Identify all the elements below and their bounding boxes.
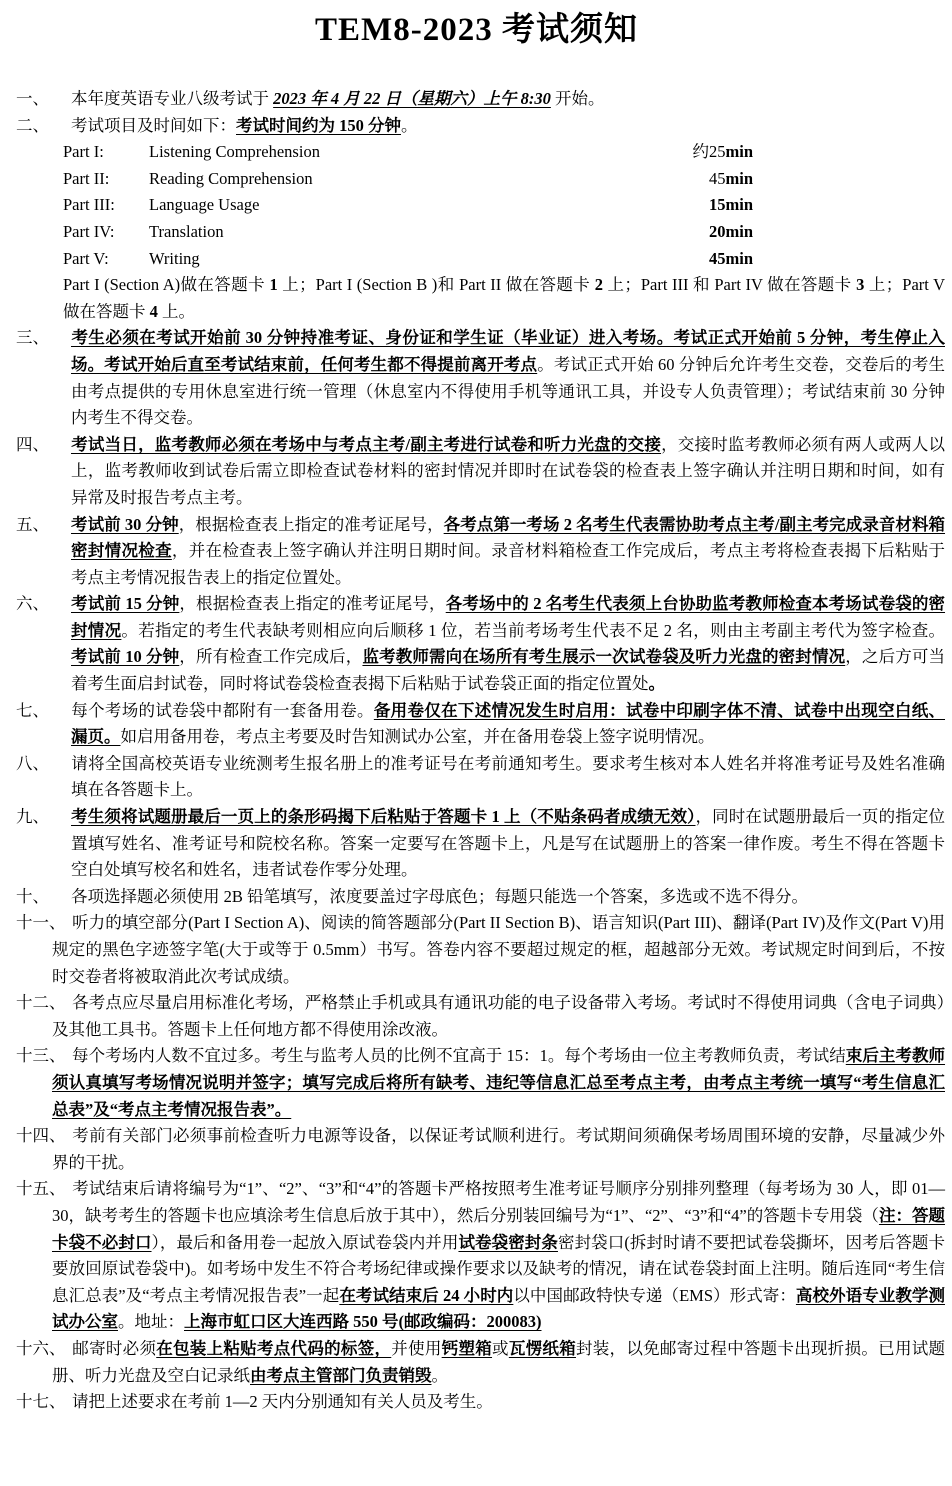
notice-item-14 bbox=[8, 1123, 945, 1176]
item-number: 十二、 bbox=[16, 993, 66, 1013]
text-segment: 各考点应尽量启用标准化考场，严格禁止手机或具有通讯功能的电子设备带入考场。考试时不得使用词典（含电子词典）及其他工具书。答题卡上任何地方都不得使用涂改液。 bbox=[52, 993, 945, 1039]
text-segment: 或 bbox=[492, 1338, 509, 1358]
text-segment: 在考试结束后 24 小时内 bbox=[339, 1285, 514, 1305]
item-number: 十六、 bbox=[16, 1338, 66, 1358]
text-segment: ，根据检查表上指定的准考证尾号， bbox=[179, 594, 446, 614]
item-number: 五、 bbox=[16, 514, 49, 534]
item-number: 三、 bbox=[16, 328, 49, 348]
text-segment: 4 bbox=[149, 301, 158, 321]
text-segment: 考试项目及时间如下： bbox=[71, 115, 236, 135]
exam-schedule bbox=[8, 139, 945, 325]
answer-sheet-assignment-note bbox=[63, 272, 945, 325]
item-number: 十五、 bbox=[16, 1179, 66, 1199]
text-segment: 听力的填空部分(Part I Section A)、阅读的简答题部分(Part II Section B)、语言知识(Part III)、翻译(Part IV)及作文(Part V)用规定的黑色字迹签字笔(大于或等于 0.5mm）书写。答卷内容不要超过规定的框，超越部分无效。考试规定时间到后，不按时交卷者将被取消此次考试成绩。 bbox=[52, 913, 945, 986]
text-segment: 由考点主管部门负责销毁 bbox=[250, 1365, 432, 1385]
schedule-part-label: Part III: bbox=[63, 195, 115, 215]
notice-item-3 bbox=[8, 325, 945, 431]
notice-item-15 bbox=[8, 1176, 945, 1336]
text-segment: 考试前 15 分钟 bbox=[71, 594, 180, 614]
text-segment: 上海市虹口区大连西路 550 号(邮政编码：200083) bbox=[184, 1312, 542, 1332]
schedule-part-name: Listening Comprehension bbox=[149, 142, 320, 162]
text-segment: 备用卷仅在下述情况发生时启用：试卷中印刷字体不清、试卷中出现空白纸、漏页。 bbox=[71, 700, 946, 747]
item-number: 九、 bbox=[16, 807, 49, 827]
schedule-part-label: Part I: bbox=[63, 142, 104, 162]
text-segment: ），最后和备用卷一起放入原试卷袋内并用 bbox=[151, 1232, 459, 1252]
text-segment: 上。 bbox=[157, 301, 195, 321]
text-segment: 钙塑箱 bbox=[441, 1338, 493, 1358]
text-segment: 2 bbox=[594, 275, 603, 295]
text-segment: 考前有关部门必须事前检查听力电源等设备，以保证考试顺利进行。考试期间须确保考场周围环境的安静，尽量减少外界的干扰。 bbox=[52, 1126, 945, 1172]
text-segment: 45min bbox=[708, 248, 753, 268]
text-segment: ，所有检查工作完成后， bbox=[179, 647, 363, 667]
schedule-row bbox=[63, 139, 945, 166]
text-segment: 在包装上粘贴考点代码的标签， bbox=[156, 1338, 392, 1358]
text-segment: 。 bbox=[431, 1365, 448, 1385]
schedule-part-name: Translation bbox=[149, 221, 224, 241]
text-segment: 各项选择题必须使用 2B 铅笔填写，浓度要盖过字母底色；每题只能选一个答案，多选或不选不得分。 bbox=[71, 886, 809, 906]
item-number: 二、 bbox=[16, 115, 49, 135]
text-segment: 考试前 30 分钟 bbox=[71, 514, 179, 534]
text-segment: 各考场中的 2 名考生代表须上台协助监考教师检查本考场试卷袋的密封情况 bbox=[71, 594, 946, 640]
text-segment: 瓦愣纸箱 bbox=[508, 1338, 576, 1358]
text-segment: 开始。 bbox=[550, 89, 605, 108]
item-number: 八、 bbox=[16, 753, 49, 773]
notice-item-6 bbox=[8, 591, 945, 697]
text-segment: min bbox=[725, 168, 753, 188]
notice-item-8 bbox=[8, 751, 945, 804]
text-segment: 上；Part I (Section B )和 Part II 做在答题卡 bbox=[277, 275, 595, 295]
text-segment: 请把上述要求在考前 1—2 天内分别通知有关人员及考生。 bbox=[72, 1392, 493, 1412]
text-segment: 2023 年 4 月 22 日（星期六）上午 8:30 bbox=[273, 89, 551, 108]
text-segment: 3 bbox=[856, 275, 865, 295]
text-segment: 密封袋口(拆封时请不要把试卷袋撕坏，因考后答题卡要放回原试卷袋中)。如考场中发生不符合考场纪律或操作要求以及缺考的情况，请在试卷袋封面上注明。随后连同“考生信息汇总表”及“考点主考情况报告表”一起 bbox=[52, 1232, 946, 1305]
text-segment: 25 bbox=[708, 142, 726, 162]
document-title: TEM8-2023 考试须知 bbox=[315, 12, 638, 48]
schedule-row bbox=[63, 219, 945, 246]
notice-item-1 bbox=[8, 86, 945, 113]
text-segment: 本年度英语专业八级考试于 bbox=[71, 89, 274, 108]
schedule-part-label: Part IV: bbox=[63, 221, 115, 241]
text-segment: 。 bbox=[401, 115, 418, 135]
schedule-part-name: Reading Comprehension bbox=[149, 168, 313, 188]
text-segment: 每个考场内人数不宜过多。考生与监考人员的比例不宜高于 15：1。每个考场由一位主考教师负责，考试结 bbox=[72, 1046, 846, 1066]
notice-item-16 bbox=[8, 1336, 945, 1389]
text-segment: ，交接时监考教师必须有两人或两人以上，监考教师收到试卷后需立即检查试卷材料的密封情况并即时在试卷袋的检查表上签字确认并注明日期和时间，如有异常及时报告考点主考。 bbox=[71, 434, 946, 507]
notice-item-2 bbox=[8, 113, 945, 140]
text-segment: 上；Part III 和 Part IV 做在答题卡 bbox=[602, 275, 857, 295]
text-segment: 15min bbox=[708, 195, 753, 215]
text-segment: 考生须将试题册最后一页上的条形码揭下后粘贴于答题卡 1 上（不贴条码者成绩无效） bbox=[71, 807, 696, 827]
text-segment: ，之后方可当着考生面启封试卷，同时将试卷袋检查表揭下后粘贴于试卷袋正面的指定位置处 bbox=[71, 647, 946, 694]
item-number: 七、 bbox=[16, 700, 49, 720]
notice-item-4 bbox=[8, 432, 945, 512]
text-segment: 1 bbox=[269, 275, 278, 295]
schedule-duration bbox=[503, 219, 753, 246]
text-segment: 考试结束后请将编号为“1”、“2”、“3”和“4”的答题卡严格按照考生准考证号顺序分别排列整理（每考场为 30 人，即 01—30，缺考考生的答题卡也应填涂考生信息后放于其中），然后分别装回编号为“1”、“2”、“3”和“4”的答题卡专用袋（ bbox=[52, 1179, 945, 1225]
schedule-duration bbox=[503, 246, 753, 273]
text-segment: ，根据检查表上指定的准考证尾号， bbox=[178, 514, 444, 534]
notice-item-5 bbox=[8, 512, 945, 592]
text-segment: 45 bbox=[708, 168, 726, 188]
notice-item-13 bbox=[8, 1043, 945, 1123]
text-segment: 考试当日，监考教师必须在考场中与考点主考/副主考进行试卷和听力光盘的交接 bbox=[71, 434, 662, 454]
items-list bbox=[8, 86, 945, 1416]
text-segment: 每个考场的试卷袋中都附有一套备用卷。 bbox=[71, 700, 374, 720]
text-segment: 如启用备用卷，考点主考要及时告知测试办公室，并在备用卷袋上签字说明情况。 bbox=[120, 727, 715, 747]
item-number: 四、 bbox=[16, 434, 49, 454]
text-segment: 监考教师需向在场所有考生展示一次试卷袋及听力光盘的密封情况 bbox=[362, 647, 846, 667]
notice-item-12 bbox=[8, 990, 945, 1043]
text-segment: 。考试正式开始 60 分钟后允许考生交卷，交卷后的考生由考点提供的专用休息室进行统一管理（休息室内不得使用手机等通讯工具，并设专人负责管理）；考试结束前 30 分钟内考生不得交卷。 bbox=[71, 354, 946, 428]
text-segment: 束后主考教师须认真填写考场情况说明并签字；填写完成后将所有缺考、违纪等信息汇总至考点主考，由考点主考统一填写“考生信息汇总表”及“考点主考情况报告表”。 bbox=[52, 1046, 946, 1119]
text-segment: 并使用 bbox=[391, 1338, 442, 1358]
text-segment: 封装，以免邮寄过程中答题卡出现折损。已用试题册、听力光盘及空白记录纸 bbox=[52, 1338, 946, 1385]
text-segment: Part I (Section A)做在答题卡 bbox=[63, 275, 270, 295]
text-segment: 。地址： bbox=[118, 1312, 184, 1332]
text-segment: ，同时在试题册最后一页的指定位置填写姓名、准考证号和院校名称。答案一定要写在答题卡上，凡是写在试题册上的答案一律作废。考生不得在答题卡空白处填写校名和姓名，违者试卷作零分处理。 bbox=[71, 807, 946, 880]
text-segment: 。 bbox=[648, 674, 665, 694]
notice-item-7 bbox=[8, 698, 945, 751]
item-number: 十七、 bbox=[16, 1392, 66, 1412]
schedule-part-name: Language Usage bbox=[149, 195, 260, 215]
notice-item-17 bbox=[8, 1389, 945, 1416]
schedule-row bbox=[63, 166, 945, 193]
schedule-row bbox=[63, 192, 945, 219]
schedule-part-label: Part V: bbox=[63, 248, 109, 268]
schedule-duration bbox=[503, 166, 753, 193]
text-segment: 邮寄时必须 bbox=[72, 1338, 157, 1358]
text-segment: 20min bbox=[708, 221, 753, 241]
notice-item-10 bbox=[8, 884, 945, 911]
schedule-duration bbox=[503, 139, 753, 166]
notice-item-11 bbox=[8, 910, 945, 990]
text-segment: 上；Part V 做在答题卡 bbox=[63, 275, 945, 321]
item-number: 十四、 bbox=[16, 1126, 66, 1146]
item-number: 六、 bbox=[16, 594, 49, 614]
text-segment: 以中国邮政特快专递（EMS）形式寄： bbox=[513, 1285, 796, 1305]
text-segment: 各考点第一考场 2 名考生代表需协助考点主考/副主考完成录音材料箱密封情况检查 bbox=[71, 514, 946, 561]
schedule-part-label: Part II: bbox=[63, 168, 110, 188]
text-segment: 。若指定的考生代表缺考则相应向后顺移 1 位，若当前考场考生代表不足 2 名，则由主考副主考代为签字检查。 bbox=[121, 620, 946, 640]
text-segment: 考生必须在考试开始前 30 分钟持准考证、身份证和学生证（毕业证）进入考场。考试正式开始前 5 分钟，考生停止入场。考试开始后直至考试结束前，任何考生都不得提前离开考点 bbox=[71, 328, 945, 374]
text-segment: 试卷袋密封条 bbox=[458, 1232, 558, 1252]
schedule-part-name: Writing bbox=[149, 248, 200, 268]
text-segment: 高校外语专业教学测试办公室 bbox=[52, 1285, 945, 1332]
item-number: 十三、 bbox=[16, 1046, 66, 1066]
item-number: 十一、 bbox=[16, 913, 66, 933]
notice-item-9 bbox=[8, 804, 945, 884]
text-segment: 考试前 10 分钟 bbox=[71, 647, 180, 667]
text-segment: min bbox=[725, 142, 753, 162]
item-number: 一、 bbox=[16, 89, 49, 108]
item-number: 十、 bbox=[16, 886, 49, 906]
text-segment: 约 bbox=[692, 142, 709, 162]
schedule-duration bbox=[503, 192, 753, 219]
text-segment: 注：答题卡袋不必封口 bbox=[52, 1205, 946, 1252]
text-segment: ，并在检查表上签字确认并注明日期时间。录音材料箱检查工作完成后，考点主考将检查表揭下后粘贴于考点主考情况报告表上的指定位置处。 bbox=[71, 541, 946, 587]
text-segment: 考试时间约为 150 分钟 bbox=[236, 115, 401, 135]
schedule-row bbox=[63, 246, 945, 273]
text-segment: 请将全国高校英语专业统测考生报名册上的准考证号在考前通知考生。要求考生核对本人姓名并将准考证号及姓名准确填在各答题卡上。 bbox=[71, 753, 945, 800]
